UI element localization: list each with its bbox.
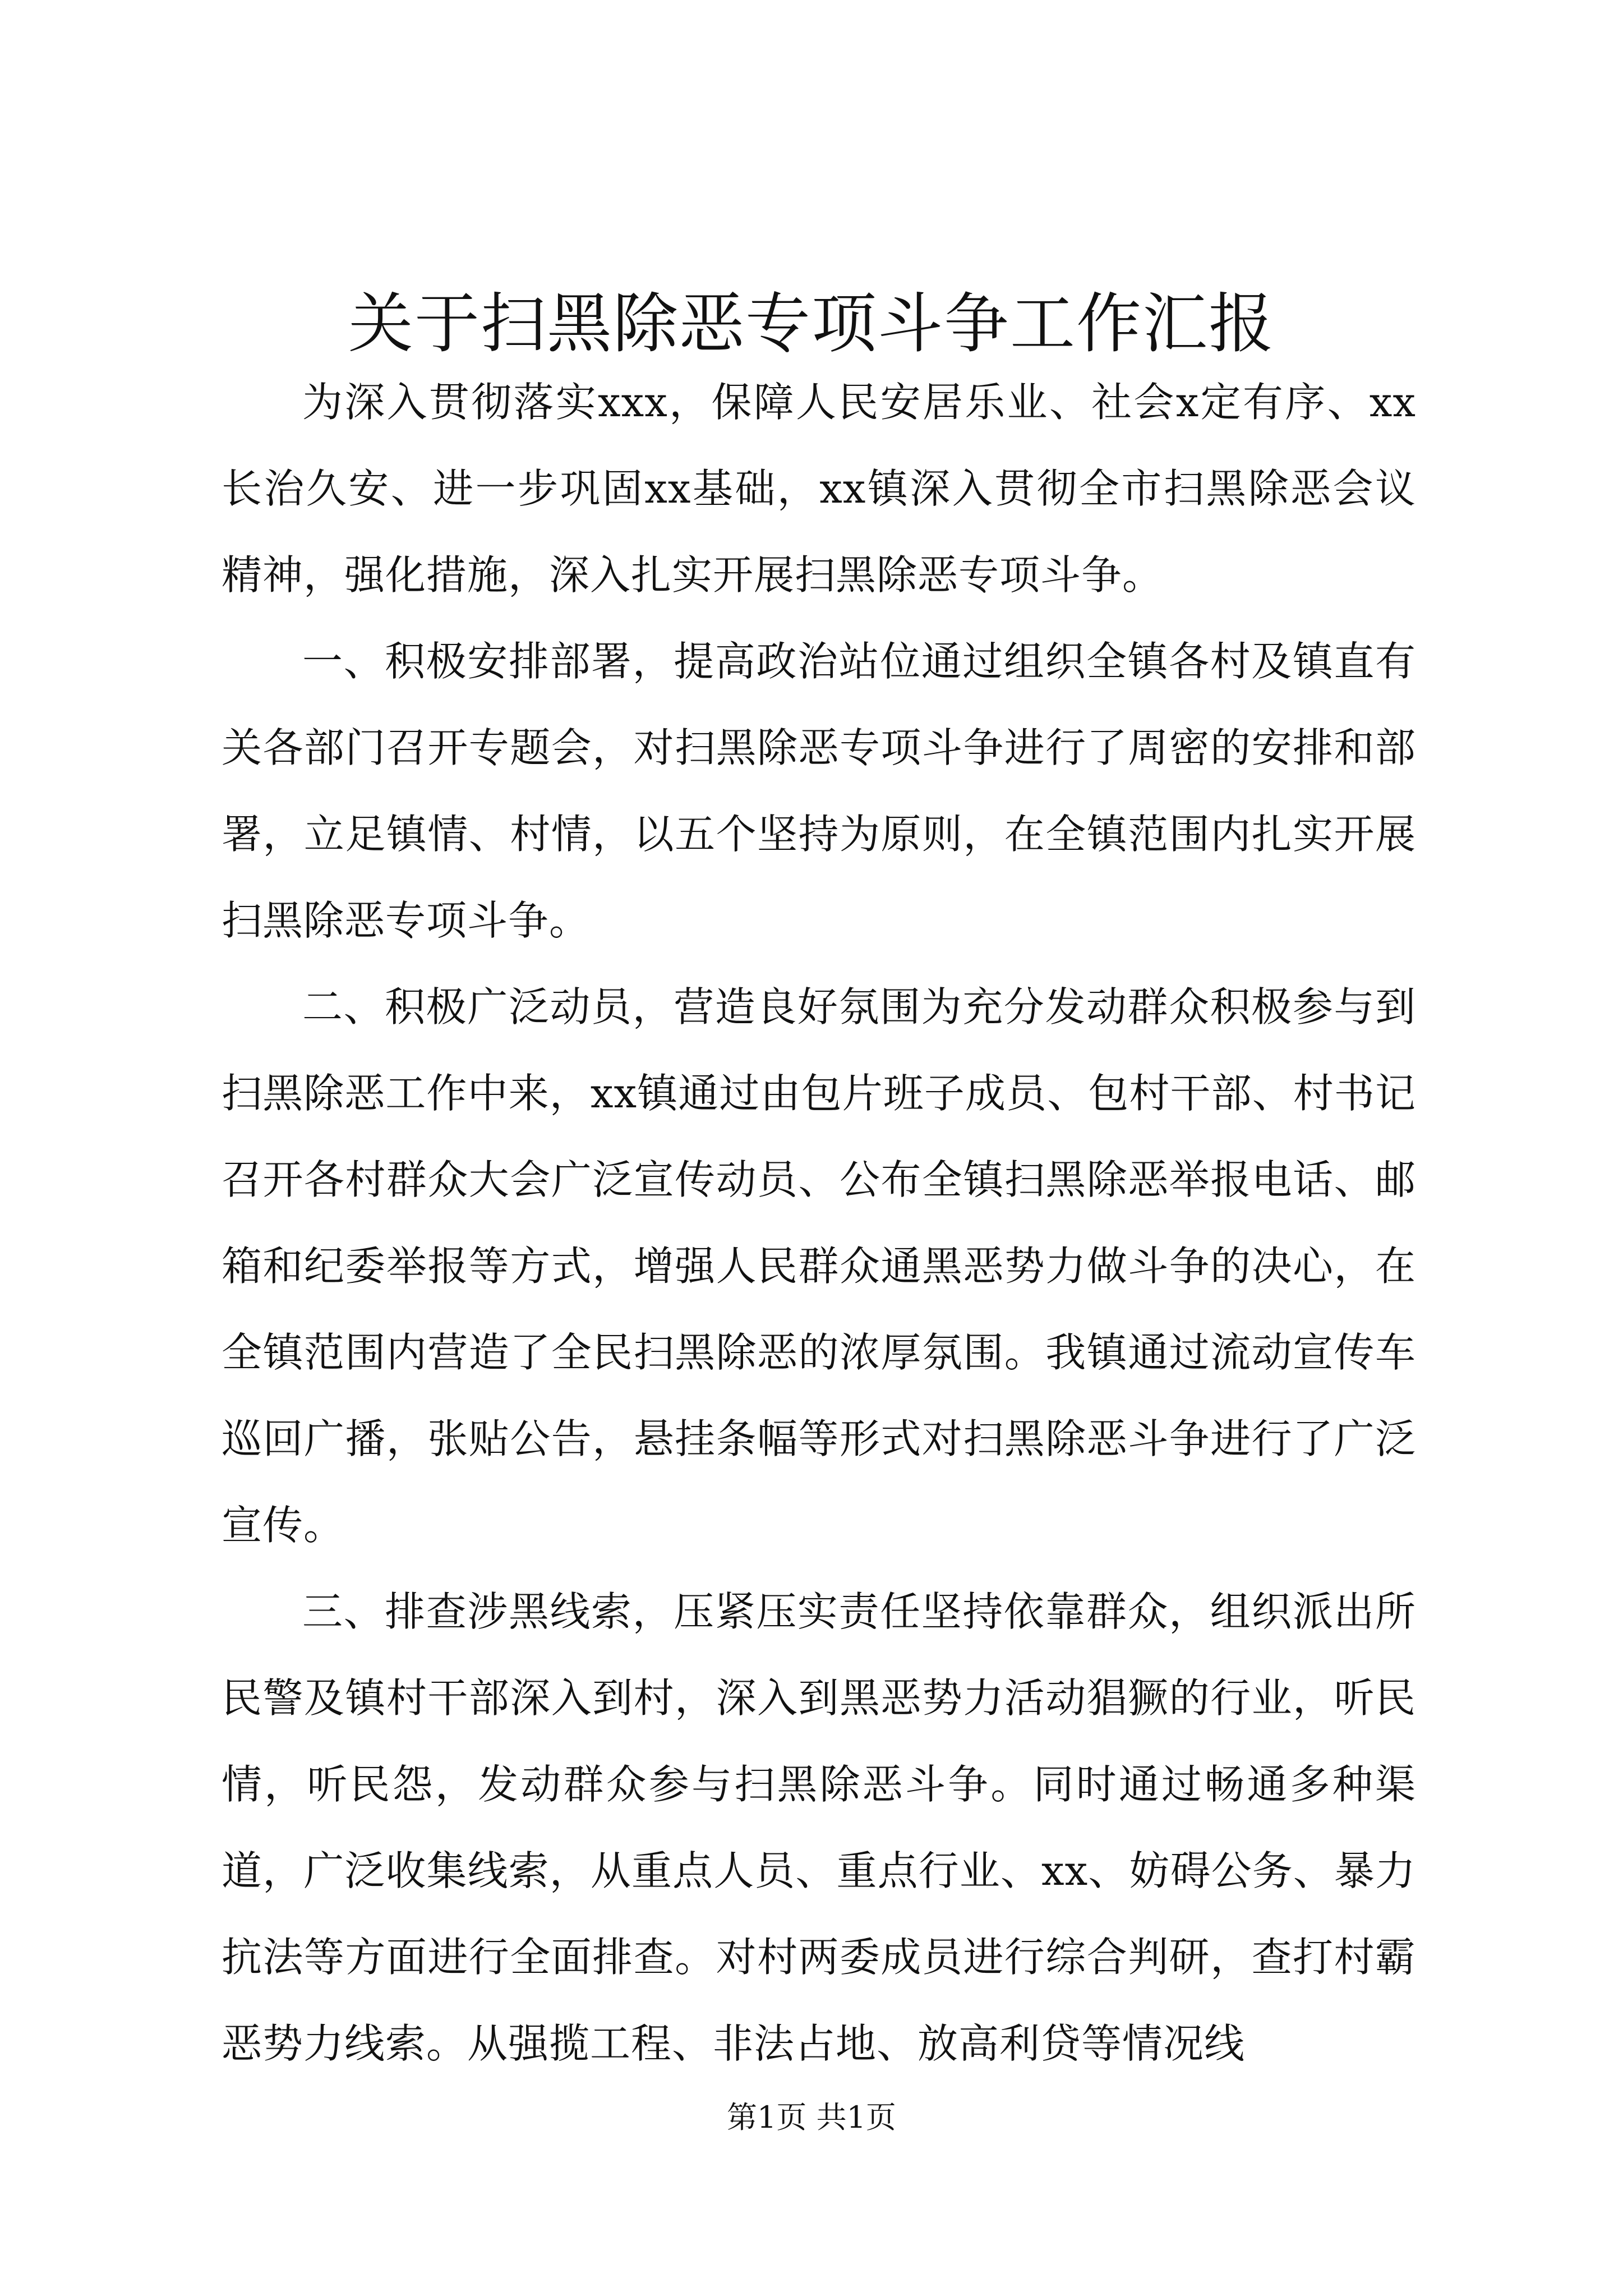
- page-number-footer: 第1页 共1页: [727, 2100, 896, 2135]
- document-body: [222, 359, 1416, 2087]
- paragraph-section-1: 一、积极安排部署，提高政治站位通过组织全镇各村及镇直有关各部门召开专题会，对扫黑除恶专项斗争进行了周密的安排和部署，立足镇情、村情，以五个坚持为原则，在全镇范围内扎实开展扫黑除恶专项斗争。: [222, 638, 1416, 944]
- paragraph-section-3: 三、排查涉黑线索，压紧压实责任坚持依靠群众，组织派出所民警及镇村干部深入到村，深入到黑恶势力活动猖獗的行业，听民情，听民怨，发动群众参与扫黑除恶斗争。同时通过畅通多种渠道，广泛收集线索，从重点人员、重点行业、xx、妨碍公务、暴力抗法等方面进行全面排查。对村两委成员进行综合判研，查打村霸恶势力线索。从强揽工程、非法占地、放高利贷等情况线: [222, 1588, 1416, 2067]
- paragraph-section-2: 二、积极广泛动员，营造良好氛围为充分发动群众积极参与到扫黑除恶工作中来，xx镇通过由包片班子成员、包村干部、村书记召开各村群众大会广泛宣传动员、公布全镇扫黑除恶举报电话、邮箱和纪委举报等方式，增强人民群众通黑恶势力做斗争的决心，在全镇范围内营造了全民扫黑除恶的浓厚氛围。我镇通过流动宣传车巡回广播，张贴公告，悬挂条幅等形式对扫黑除恶斗争进行了广泛宣传。: [222, 983, 1416, 1549]
- document-title: 关于扫黑除恶专项斗争工作汇报: [348, 286, 1275, 362]
- paragraph-intro: 为深入贯彻落实xxx，保障人民安居乐业、社会x定有序、xx长治久安、进一步巩固xx基础，xx镇深入贯彻全市扫黑除恶会议精神，强化措施，深入扎实开展扫黑除恶专项斗争。: [222, 379, 1416, 599]
